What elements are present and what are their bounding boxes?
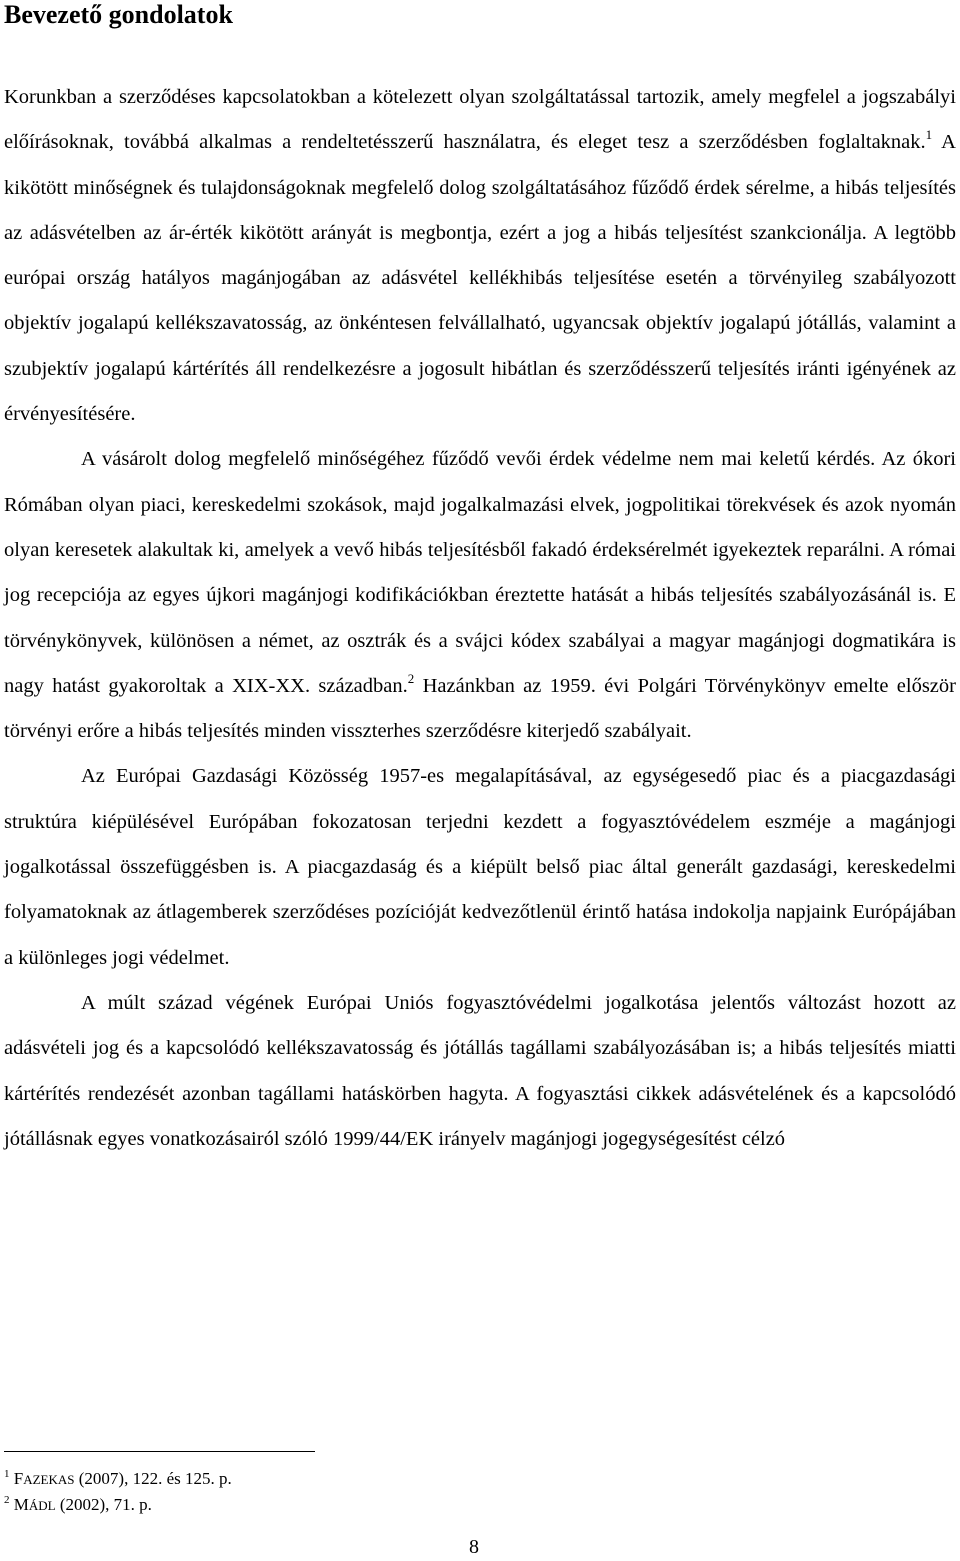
footnote-2-author-initial: M <box>13 1495 29 1514</box>
p1-text-a: Korunkban a szerződéses kapcsolatokban a kötelezett olyan szolgáltatással tartozik, amely megfelel a jogszabályi előírásoknak, továbbá alkalmas a rendeltetésszerű használatra, és eleget tesz a szerződésben foglaltaknak. <box>4 86 956 154</box>
footnotes <box>4 1466 232 1518</box>
footnote-1-number: 1 <box>4 1468 10 1480</box>
footnote-ref-2[interactable]: 2 <box>407 670 415 686</box>
body-text <box>4 75 956 1162</box>
footnote-separator <box>4 1451 315 1452</box>
footnote-1-author-initial: F <box>13 1469 24 1488</box>
paragraph-1 <box>4 75 956 437</box>
footnote-2-number: 2 <box>4 1494 10 1506</box>
footnote-ref-1[interactable]: 1 <box>925 127 933 143</box>
paragraph-4: A múlt század végének Európai Uniós fogyasztóvédelmi jogalkotása jelentős változást hozott az adásvételi jog és a kapcsolódó kellékszavatosság és jótállás tagállami szabályozásában is; a hibás teljesítés miatti kártérítés rendezését azonban tagállami hatáskörben hagyta. A fogyasztási cikkek adásvételének és a kapcsolódó jótállásnak egyes vonatkozásairól szóló 1999/44/EK irányelv magánjogi jogegységesítést célzó <box>4 991 956 1150</box>
page-number: 8 <box>469 1536 479 1558</box>
footnote-1-author-rest: AZEKAS <box>23 1472 75 1487</box>
footnote-2-ref: (2002), 71. p. <box>55 1495 152 1514</box>
footnote-1 <box>4 1466 232 1492</box>
paragraph-2 <box>4 437 956 754</box>
section-heading: Bevezető gondolatok <box>4 0 233 29</box>
p1-text-b: A kikötött minőségnek és tulajdonságoknak megfelelő dolog szolgáltatásához fűződő érdek sérelme, a hibás teljesítés az adásvételben az ár-érték kikötött arányát is megbontja, ezért a jog a hibás teljesítést szankcionálja. A legtöbb európai ország hatályos magánjogában az adásvétel kellékhibás teljesítése esetén a törvényileg szabályozott objektív jogalapú kellékszavatosság, az önkéntesen felvállalható, ugyancsak objektív jogalapú jótállás, valamint a szubjektív jogalapú kártérítés áll rendelkezésre a jogosult hibátlan és szerződésszerű teljesítés iránti igényének az érvényesítésére. <box>4 131 956 426</box>
footnote-2-author-rest: ÁDL <box>28 1498 56 1513</box>
paragraph-3: Az Európai Gazdasági Közösség 1957-es megalapításával, az egységesedő piac és a piacgazdasági struktúra kiépülésével Európában fokozatosan terjedni kezdett a fogyasztóvédelem eszméje a magánjogi jogalkotással összefüggésben is. A piacgazdaság és a kiépült belső piac által generált gazdasági, kereskedelmi folyamatoknak az átlagemberek szerződéses pozícióját kedvezőtlenül érintő hatása indokolja napjaink Európájában a különleges jogi védelmet. <box>4 765 956 969</box>
p2-text-b: Hazánkban az 1959. évi Polgári Törvénykönyv emelte először törvényi erőre a hibás teljesítés minden visszterhes szerződésre kiterjedő szabályait. <box>4 674 956 743</box>
p2-text-a: A vásárolt dolog megfelelő minőségéhez fűződő vevői érdek védelme nem mai keletű kérdés. Az ókori Rómában olyan piaci, kereskedelmi szokások, majd jogalkalmazási elvek, jogpolitikai törekvések és azok nyomán olyan keresetek alakultak ki, amelyek a vevő hibás teljesítésből fakadó érdeksérelmét igyekeztek reparálni. A római jog recepciója az egyes újkori magánjogi kodifikációkban éreztette hatását a hibás teljesítés szabályozásánál is. E törvénykönyvek, különösen a német, az osztrák és a svájci kódex szabályai a magyar magánjogi dogmatikára is nagy hatást gyakoroltak a XIX-XX. században. <box>4 448 956 697</box>
footnote-1-ref: (2007), 122. és 125. p. <box>74 1469 232 1488</box>
footnote-2 <box>4 1492 232 1518</box>
